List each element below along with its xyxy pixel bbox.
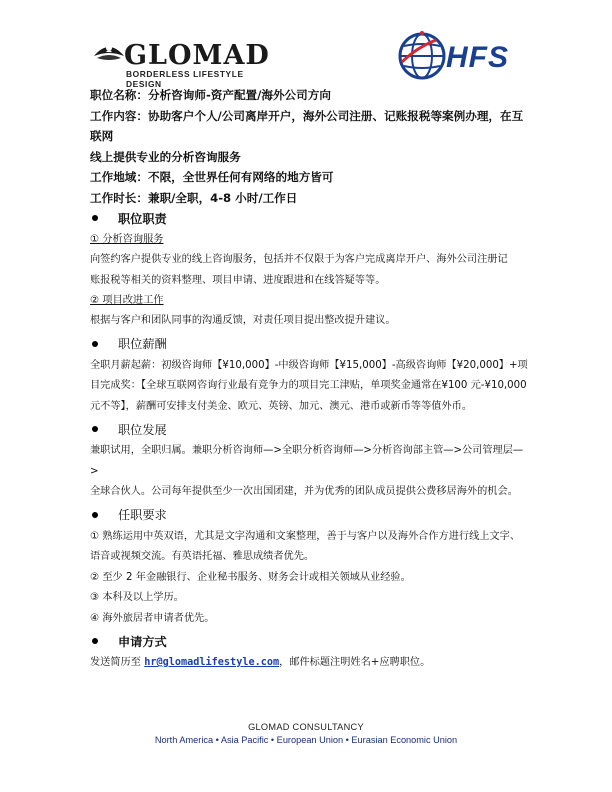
duty-subheading-2: ② 项目改进工作	[90, 295, 164, 306]
section-salary-heading: 职位薪酬	[90, 332, 530, 356]
apply-prefix: 发送简历至	[90, 657, 145, 668]
glomad-logo	[90, 36, 270, 89]
section-growth-heading: 职位发展	[90, 417, 530, 441]
page-footer	[0, 722, 612, 745]
hfs-logo	[396, 30, 516, 82]
brand-name: GLOMAD	[124, 40, 270, 71]
job-details	[90, 206, 530, 674]
requirement-1b: 语音或视频交流。有英语托福、雅思成绩者优先。	[90, 551, 315, 562]
growth-text-1: 兼职试用，全职归属。兼职分析咨询师—>全职分析咨询师—>分析咨询部主管—>公司管理层—>	[90, 445, 524, 477]
salary-text-3: 元不等】，薪酬可安排支付美金、欧元、英镑、加元、澳元、港币或新币等等值外币。	[90, 400, 473, 412]
job-hours-line: 工作时长：兼职/全职，4-8 小时/工作日	[90, 190, 298, 205]
section-requirements-heading: 任职要求	[90, 503, 530, 527]
bullet-icon	[92, 638, 98, 644]
job-content-line: 工作内容：协助客户个人/公司离岸开户，海外公司注册、记账报税等案例办理，在互联网	[90, 108, 524, 143]
duty-subheading-1: ① 分析咨询服务	[90, 234, 164, 245]
brand-tagline: BORDERLESS LIFESTYLE DESIGN	[126, 69, 244, 89]
footer-regions: North America • Asia Pacific • European Union • Eurasian Economic Union	[154, 735, 458, 745]
section-duties-heading: 职位职责	[90, 206, 530, 230]
bullet-icon	[92, 215, 98, 221]
job-location-line: 工作地域：不限，全世界任何有网络的地方皆可	[90, 170, 334, 184]
job-title-line: 职位名称：分析咨询师-资产配置/海外公司方向	[90, 88, 331, 102]
salary-text-2: 目完成奖：【全球互联网咨询行业最有竞争力的项目完工津贴，单项奖金通常在¥100 元-¥10,000	[90, 380, 527, 391]
duty-text-1a: 向签约客户提供专业的线上咨询服务，包括并不仅限于为客户完成离岸开户、海外公司注册记	[90, 254, 508, 265]
requirement-4: ④ 海外旅居者申请者优先。	[90, 612, 215, 624]
hfs-wordmark: HFS	[446, 41, 509, 74]
apply-suffix: ，邮件标题注明姓名+应聘职位。	[279, 657, 431, 668]
globe-icon	[396, 30, 448, 82]
requirement-1a: ① 熟练运用中英双语，尤其是文字沟通和文案整理，善于与客户以及海外合作方进行线上文字、	[90, 530, 521, 542]
growth-text-2: 全球合伙人。公司每年提供至少一次出国团建，并为优秀的团队成员提供公费移居海外的机会。	[90, 486, 518, 497]
email-link[interactable]: hr@glomadlifestyle.com	[144, 657, 280, 668]
requirement-3: ③ 本科及以上学历。	[90, 592, 184, 603]
duty-text-1b: 账报税等相关的资料整理、项目申请、进度跟进和在线答疑等等。	[90, 274, 386, 286]
bullet-icon	[92, 341, 98, 347]
footer-company: GLOMAD CONSULTANCY	[248, 722, 364, 732]
bullet-icon	[92, 512, 98, 518]
salary-text-1: 全职月薪起薪：初级咨询师【¥10,000】-中级咨询师【¥15,000】-高级咨询师【¥20,000】+项	[90, 359, 528, 371]
duty-text-2: 根据与客户和团队同事的沟通反馈，对责任项目提出整改提升建议。	[90, 315, 396, 326]
section-apply-heading: 申请方式	[90, 629, 530, 653]
pirate-hat-icon	[92, 36, 126, 64]
apply-text	[90, 653, 530, 674]
bullet-icon	[92, 426, 98, 432]
job-content-line-cont: 线上提供专业的分析咨询服务	[90, 149, 241, 164]
job-summary	[90, 85, 530, 208]
requirement-2: ② 至少 2 年金融银行、企业秘书服务、财务会计或相关领域从业经验。	[90, 571, 411, 583]
